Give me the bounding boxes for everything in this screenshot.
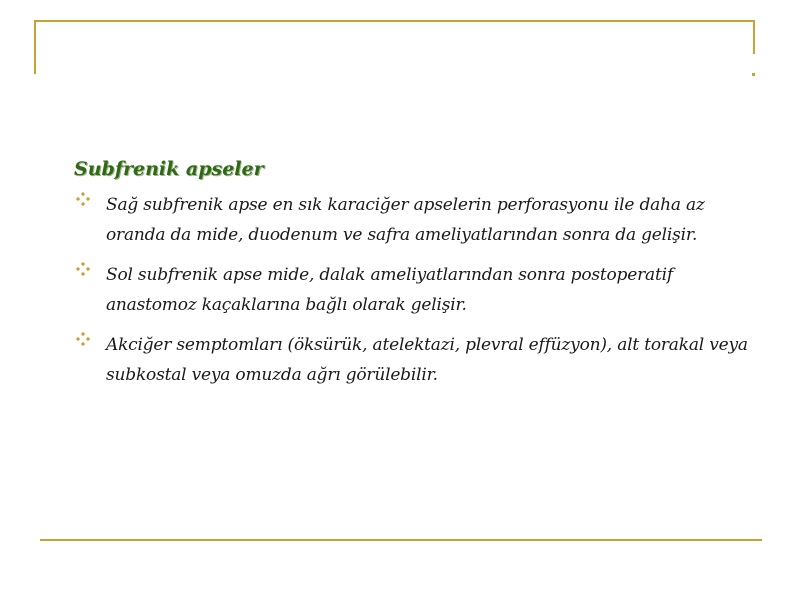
bullet-text: Sol subfrenik apse mide, dalak ameliyatlarından sonra postoperatif anastomoz kaçaklarına bağlı olarak gelişir. bbox=[106, 265, 673, 315]
diamond-bullet-icon bbox=[76, 262, 90, 276]
frame-dot bbox=[752, 73, 755, 76]
diamond-bullet-icon bbox=[76, 332, 90, 346]
slide-content bbox=[74, 156, 764, 400]
bullet-text: Sağ subfrenik apse en sık karaciğer apselerin perforasyonu ile daha az oranda da mide, duodenum ve safra ameliyatlarından sonra da gelişir. bbox=[106, 195, 705, 245]
bullet-item bbox=[74, 190, 764, 250]
bullet-item bbox=[74, 330, 764, 390]
bullet-item bbox=[74, 260, 764, 320]
bullet-text: Akciğer semptomları (öksürük, atelektazi, plevral effüzyon), alt torakal veya subkostal veya omuzda ağrı görülebilir. bbox=[106, 335, 748, 385]
frame-right-line bbox=[753, 20, 755, 54]
frame-top-line bbox=[34, 20, 755, 22]
bullet-list bbox=[74, 190, 764, 390]
frame-bottom-line bbox=[40, 539, 762, 541]
slide-heading: Subfrenik apseler bbox=[74, 158, 264, 180]
frame-left-line bbox=[34, 20, 36, 74]
diamond-bullet-icon bbox=[76, 192, 90, 206]
